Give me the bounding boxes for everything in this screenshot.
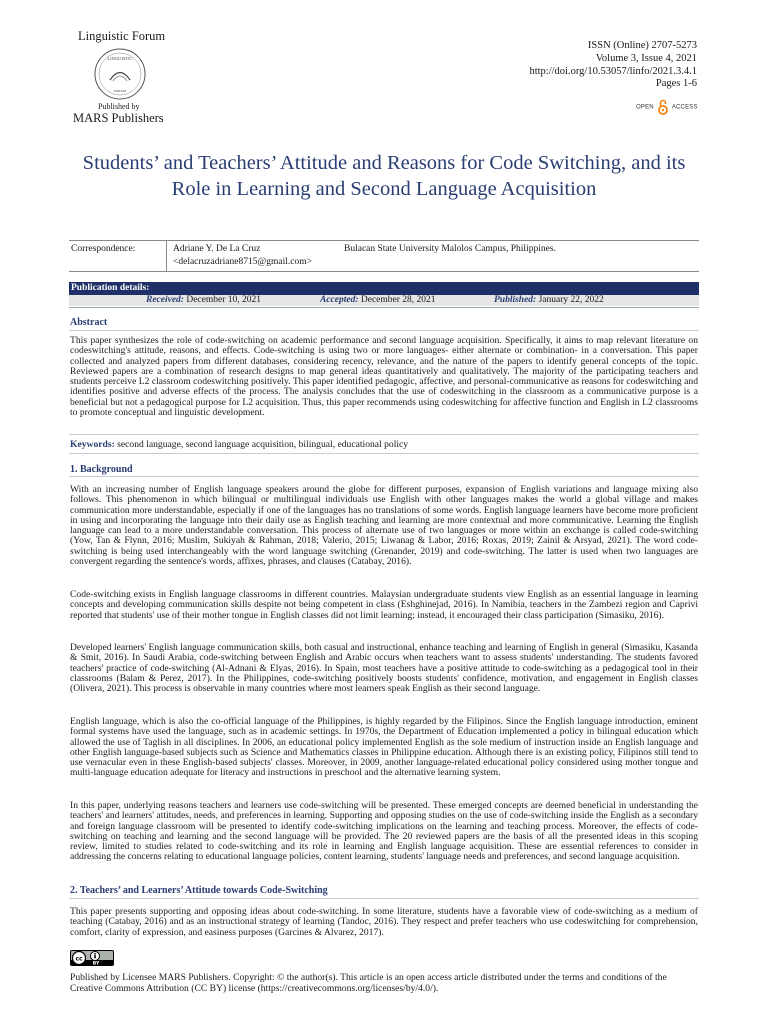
correspondence-label: Correspondence: xyxy=(71,244,136,254)
accepted-value: December 28, 2021 xyxy=(360,295,436,305)
body-paragraph: With an increasing number of English language speakers around the globe for different purposes, expansion of English variations and language mixing also follows. This phenomenon in which bilingual or multilingual individuals use English with other languages makes the world a global village and makes communication more understandable, especially if one of the languages has no translations of some words. English language learners have become more proficient in using and incorporating the language into their daily use as English teaching and learning are more contextual and more communicative. Learning the English language can lead to a more understandable conversation. This process of alternate use of two languages or more within an exchange is called code-switching (Yow, Tan & Flynn, 2016; Muslim, Sukiyah & Rahman, 2018; Valerio, 2015; Liwanag & Labor, 2016; Roxas, 2019; Zainil & Arsyad, 2021). The word code-switching is being used interchangeably with the word language switching (Grenander, 2019) and code-switching. The latter is used when two languages are convergent regarding the sentence's words, affixes, phrases, and clauses (Catabay, 2016). xyxy=(70,484,698,568)
journal-logo xyxy=(93,47,147,101)
received-date xyxy=(146,295,261,305)
publisher-name: MARS Publishers xyxy=(73,111,164,125)
accepted-date xyxy=(320,295,436,305)
divider xyxy=(69,240,699,241)
article-title: Students’ and Teachers’ Attitude and Reasons for Code Switching, and its Role in Learning and Second Language Acquisition xyxy=(82,152,686,200)
divider xyxy=(69,898,699,899)
divider xyxy=(69,271,699,272)
divider xyxy=(69,330,699,331)
open-lock-icon xyxy=(658,99,668,115)
divider xyxy=(69,307,699,308)
license-notice: Published by Licensee MARS Publishers. Copyright: © the author(s). This article is an open access article distributed under the terms and conditions of the Creative Commons Attribution (CC BY) license (https://creativecommons.org/licenses/by/4.0/). xyxy=(70,972,667,994)
page-range: Pages 1-6 xyxy=(655,78,697,90)
divider xyxy=(69,434,699,435)
accepted-label: Accepted: xyxy=(320,295,359,305)
section-heading: 1. Background xyxy=(70,464,133,475)
author-affiliation: Bulacan State University Malolos Campus, Philippines. xyxy=(344,244,556,254)
doi-link[interactable]: http://doi.org/10.53057/linfo/2021.3.4.1 xyxy=(529,65,697,77)
author-email[interactable]: <delacruzadriane8715@gmail.com> xyxy=(173,257,312,267)
keywords-text: second language, second language acquisition, bilingual, educational policy xyxy=(117,439,409,450)
abstract-text: This paper synthesizes the role of code-switching on academic performance and second language acquisition. Specifically, it aims to map relevant literature on codeswitching's attitude, reasons, and effects. Code-switching is using two or more languages- either alternate or combination- in a conversation. This paper collected and analyzed papers from different databases, considering recency, relevance, and the nature of the papers to identify general concepts of the topic. Reviewed papers are a combination of research designs to map general ideas quantitatively and qualitatively. The majority of the participating teachers and students perceive L2 classroom codeswitching positively. This paper identified pedagogic, affective, and personal-communicative as reasons for codeswitching and identifies positive and adverse effects of the process. The analysis concludes that the use of codeswitching in the classroom as a communicative purpose is a beneficial but not a pedagogical purpose for L2 acquisition. Thus, this paper recommends using codeswitching for affective function and English in L2 classrooms to promote conceptual and linguistic development. xyxy=(70,335,698,419)
abstract-heading: Abstract xyxy=(70,317,108,328)
issn: ISSN (Online) 2707-5273 xyxy=(587,40,697,51)
section-heading: 2. Teachers’ and Learners’ Attitude towards Code-Switching xyxy=(70,885,328,896)
body-paragraph: English language, which is also the co-official language of the Philippines, is highly regarded by the Filipinos. Since the English language introduction, eminent formal systems have used the language, such as in academic settings. In 1970s, the Department of Education implemented a policy in bilingual education which allowed the use of Taglish in all disciplines. In 2006, an educational policy implemented English as the sole medium of instruction inside an English language and other English language-based subjects such as Science and Mathematics classes in Philippine education. Although there is an existing policy, Filipinos still tend to use vernacular even in these English-based subjects' classes. Moreover, in 2009, another language-related educational policy considered using mother tongue and multi-language education adequate for literacy and instructions in preschool and the alternative learning system. xyxy=(70,716,698,779)
open-access-badge xyxy=(636,98,698,116)
body-paragraph: This paper presents supporting and opposing ideas about code-switching. In some literature, students have a favorable view of code-switching as a medium of teaching (Catabay, 2016) and as an instructional strategy of learning (Tandoc, 2016). They respect and prefer teachers who use codeswitching for comprehension, comfort, clarity of expression, and easiness purposes (Garcines & Alvarez, 2017). xyxy=(70,906,698,938)
body-paragraph: In this paper, underlying reasons teachers and learners use code-switching will be presented. These emerged concepts are deemed beneficial in understanding the teachers' and learners' attitudes, needs, and preferences in learning. Supporting and opposing studies on the use of code-switching inside the English as a secondary and foreign language classroom will be presented to identify code-switching implications on the learning and teaching process. Moreover, the effects of code-switching on teaching and learning and the second language will be provided. The 20 reviewed papers are the basis of all the presented ideas in this scoping review, limited to studies related to code-switching and its role in learning and English language acquisition. These are essential references to consider in addressing the concerns relating to educational language policies, content learning, students' language needs and preferences, and second language acquisition. xyxy=(70,800,698,863)
open-access-left: OPEN xyxy=(636,104,654,111)
divider xyxy=(69,453,699,454)
journal-name: Linguistic Forum xyxy=(78,29,166,43)
logo-subtext: FORUM xyxy=(113,89,127,93)
volume-issue: Volume 3, Issue 4, 2021 xyxy=(595,52,697,64)
published-by-label: Published by xyxy=(98,102,140,111)
cc-by-license-icon xyxy=(70,950,114,966)
author-name: Adriane Y. De La Cruz xyxy=(173,244,261,254)
published-date xyxy=(494,295,604,305)
body-paragraph: Developed learners' English language communication skills, both casual and instructional, enhance teaching and learning of English in general (Simasiku, Kasanda & Smit, 2016). In Saudi Arabia, code-switching between English and Arabic occurs when teachers want to assess students' understanding. The students favored teachers' practice of code-switching (Al-Adnani & Elyas, 2016). In Spain, most teachers have a positive attitude to code-switching as a pedagogical tool in their classrooms (Balam & Perez, 2017). In the Philippines, code-switching positively boosts students' confidence, motivation, and engagement in English classes (Olivera, 2021). This process is observable in many countries where most learners speak English as their second language. xyxy=(70,642,698,695)
publication-details-label: Publication details: xyxy=(71,283,150,293)
received-label: Received: xyxy=(146,295,184,305)
divider xyxy=(69,476,699,477)
received-value: December 10, 2021 xyxy=(186,295,262,305)
cc-by-label: BY xyxy=(92,961,100,966)
logo-text: LINGUISTIC xyxy=(107,56,133,61)
body-paragraph: Code-switching exists in English language classrooms in different countries. Malaysian undergraduate students view English as an essential language in learning concepts and developing communication skills despite not being competent in class (Eshghinejad, 2016). In Namibia, teachers in the Zambezi region and Caprivi reported that students' use of their mother tongue in English classes did not limit learning; instead, it encouraged their class participation (Simasiku, 2016). xyxy=(70,589,698,621)
journal-meta xyxy=(529,40,697,91)
keywords xyxy=(70,439,408,450)
publication-details-bar xyxy=(69,282,699,295)
svg-text:cc: cc xyxy=(75,955,83,963)
divider xyxy=(166,240,167,271)
keywords-label: Keywords: xyxy=(70,439,115,450)
open-access-right: ACCESS xyxy=(671,104,698,111)
published-value: January 22, 2022 xyxy=(538,295,604,305)
published-label: Published: xyxy=(494,295,537,305)
